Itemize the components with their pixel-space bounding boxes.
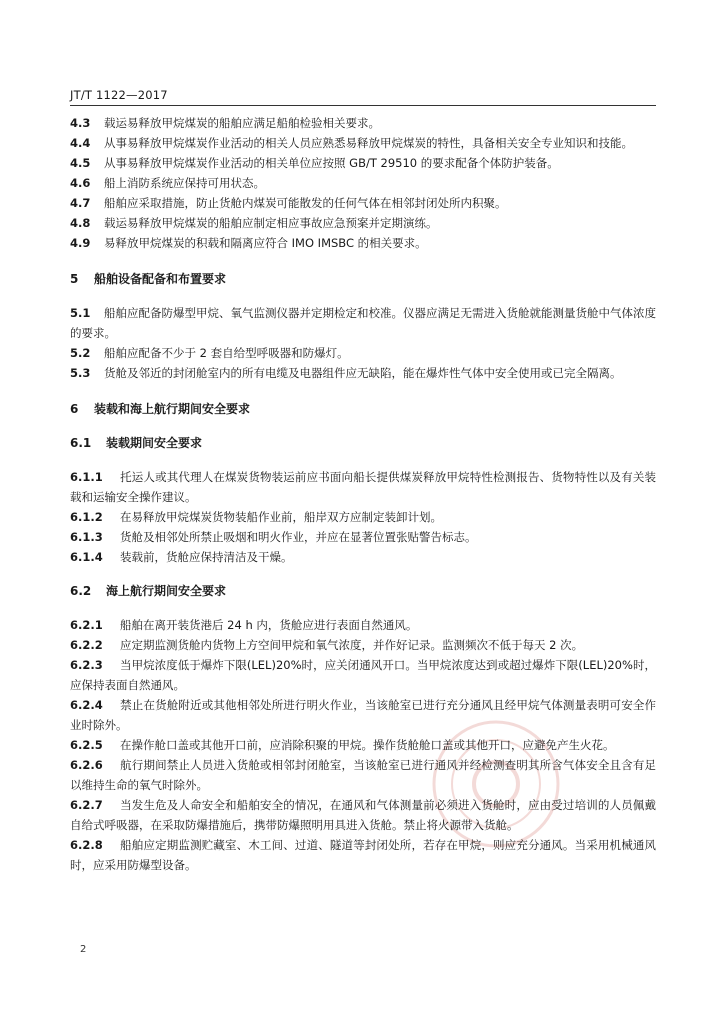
clause-4-5: 4.5 从事易释放甲烷煤炭作业活动的相关单位应按照 GB/T 29510 的要求配备个体防护装备。 bbox=[70, 156, 559, 170]
clause-5-2: 5.2 船舶应配备不少于 2 套自给型呼吸器和防爆灯。 bbox=[70, 346, 349, 360]
clause-4-3: 4.3 载运易释放甲烷煤炭的船舶应满足船舶检验相关要求。 bbox=[70, 116, 380, 130]
clause-4-4: 4.4 从事易释放甲烷煤炭作业活动的相关人员应熟悉易释放甲烷煤炭的特性，具备相关安全专业知识和技能。 bbox=[70, 136, 633, 150]
clause-6-2-3: 6.2.3 当甲烷浓度低于爆炸下限(LEL)20%时，应关闭通风开口。当甲烷浓度达到或超过爆炸下限(LEL)20%时，应保持表面自然通风。 bbox=[70, 658, 656, 692]
page-header: JT/T 1122—2017 bbox=[70, 88, 168, 102]
header-rule bbox=[70, 105, 656, 106]
clause-6-2-1: 6.2.1 船舶在离开装货港后 24 h 内，货舱应进行表面自然通风。 bbox=[70, 618, 418, 632]
page-number: 2 bbox=[80, 944, 87, 955]
clause-6-2-6: 6.2.6 航行期间禁止人员进入货舱或相邻封闭舱室，当该舱室已进行通风并经检测查明其所含气体安全且含有足以维持生命的氧气时除外。 bbox=[70, 758, 656, 792]
clause-4-9: 4.9 易释放甲烷煤炭的积载和隔离应符合 IMO IMSBC 的相关要求。 bbox=[70, 236, 427, 250]
clause-6-1-3: 6.1.3 货舱及相邻处所禁止吸烟和明火作业，并应在显著位置张贴警告标志。 bbox=[70, 530, 477, 544]
clause-4-8: 4.8 载运易释放甲烷煤炭的船舶应制定相应事故应急预案并定期演练。 bbox=[70, 216, 438, 230]
clause-6-2-8: 6.2.8 船舶应定期监测贮藏室、木工间、过道、隧道等封闭处所，若存在甲烷，则应充分通风。当采用机械通风时，应采用防爆型设备。 bbox=[70, 838, 656, 872]
clause-6-1-1: 6.1.1 托运人或其代理人在煤炭货物装运前应书面向船长提供煤炭释放甲烷特性检测报告、货物特性以及有关装载和运输安全操作建议。 bbox=[70, 470, 656, 504]
clause-6-1-4: 6.1.4 装载前，货舱应保持清洁及干燥。 bbox=[70, 550, 293, 564]
section-6-1-heading: 6.1 装载期间安全要求 bbox=[70, 436, 203, 450]
clause-6-2-5: 6.2.5 在操作舱口盖或其他开口前，应消除积聚的甲烷。操作货舱舱口盖或其他开口，应避免产生火花。 bbox=[70, 738, 615, 752]
document-body bbox=[70, 113, 656, 875]
clause-4-7: 4.7 船舶应采取措施，防止货舱内煤炭可能散发的任何气体在相邻封闭处所内积聚。 bbox=[70, 196, 507, 210]
clause-4-6: 4.6 船上消防系统应保持可用状态。 bbox=[70, 176, 265, 190]
clause-6-1-2: 6.1.2 在易释放甲烷煤炭货物装船作业前，船岸双方应制定装卸计划。 bbox=[70, 510, 442, 524]
section-6-2-heading: 6.2 海上航行期间安全要求 bbox=[70, 584, 227, 598]
clause-6-2-2: 6.2.2 应定期监测货舱内货物上方空间甲烷和氧气浓度，并作好记录。监测频次不低于每天 2 次。 bbox=[70, 638, 584, 652]
clause-5-1: 5.1 船舶应配备防爆型甲烷、氧气监测仪器并定期检定和校准。仪器应满足无需进入货舱就能测量货舱中气体浓度的要求。 bbox=[70, 306, 656, 340]
clause-5-3: 5.3 货舱及邻近的封闭舱室内的所有电缆及电器组件应无缺陷，能在爆炸性气体中安全使用或已完全隔离。 bbox=[70, 366, 622, 380]
section-6-heading: 6 装载和海上航行期间安全要求 bbox=[70, 402, 251, 416]
section-5-heading: 5 船舶设备配备和布置要求 bbox=[70, 272, 227, 286]
clause-6-2-4: 6.2.4 禁止在货舱附近或其他相邻处所进行明火作业，当该舱室已进行充分通风且经甲烷气体测量表明可安全作业时除外。 bbox=[70, 698, 656, 732]
clause-6-2-7: 6.2.7 当发生危及人命安全和船舶安全的情况，在通风和气体测量前必须进入货舱时，应由受过培训的人员佩戴自给式呼吸器，在采取防爆措施后，携带防爆照明用具进入货舱。禁止将火源带入货舱。 bbox=[70, 798, 656, 832]
